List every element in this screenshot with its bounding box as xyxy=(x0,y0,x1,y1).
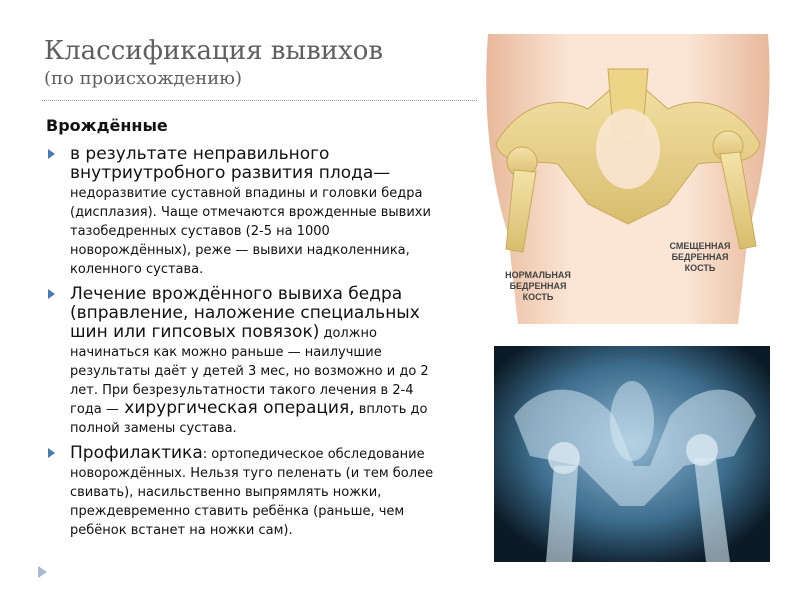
label-displaced-line3: КОСТЬ xyxy=(684,263,716,273)
title-divider xyxy=(42,100,477,101)
hip-xray-image xyxy=(494,346,770,562)
bullet-body: недоразвитие суставной впадины и головки бедра (дисплазия). Чаще отмечаются врожденные вывихи тазобедренных суставов (2-5 на 1000 новорождённых), реже — вывихи надколенника, коленного сустава. xyxy=(70,186,431,277)
hip-dislocation-illustration xyxy=(478,34,778,324)
bullet-body: должно начинаться как можно раньше — наилучшие результаты даёт у детей 3 мес, но возможно и до 2 лет. При безрезультатности такого лечения в 2-4 года — xyxy=(70,326,429,417)
bullet-arrow-icon xyxy=(48,149,55,159)
bullet-item xyxy=(46,145,446,278)
label-normal-line3: КОСТЬ xyxy=(522,292,554,302)
bullet-lead-secondary: хирургическая операция, xyxy=(118,398,355,418)
bullet-lead: Профилактика xyxy=(70,443,203,463)
bullet-item xyxy=(46,285,446,437)
bullet-body-secondary: вплоть до полной замены сустава. xyxy=(70,402,428,436)
bullet-arrow-icon xyxy=(48,289,55,299)
label-normal-line2: БЕДРЕННАЯ xyxy=(509,281,567,291)
label-displaced-line2: БЕДРЕННАЯ xyxy=(671,252,729,262)
section-heading: Врождённые xyxy=(46,116,168,135)
bullet-lead: Лечение врождённого вывиха бедра (вправление, наложение специальных шин или гипсовых повязок) xyxy=(70,284,420,342)
label-normal-line1: НОРМАЛЬНАЯ xyxy=(505,270,571,280)
bullet-lead: в результате неправильного внутриутробного развития плода— xyxy=(70,144,391,183)
slide-title: Классификация вывихов xyxy=(44,36,383,66)
slide-subtitle: (по происхождению) xyxy=(44,68,242,89)
slide-title-block xyxy=(44,36,464,90)
bullet-arrow-icon xyxy=(48,448,55,458)
slide-nav-arrow-icon[interactable] xyxy=(38,566,47,578)
bullet-item xyxy=(46,444,446,539)
slide-content xyxy=(46,116,446,546)
label-displaced-line1: СМЕЩЕННАЯ xyxy=(669,241,731,251)
bullet-body: : ортопедическое обследование новорождённых. Нельзя туго пеленать (и тем более свивать), насильственно выпрямлять ножки, преждевременно ставить ребёнка (раньше, чем ребёнок встанет на ножки сам). xyxy=(70,447,434,538)
